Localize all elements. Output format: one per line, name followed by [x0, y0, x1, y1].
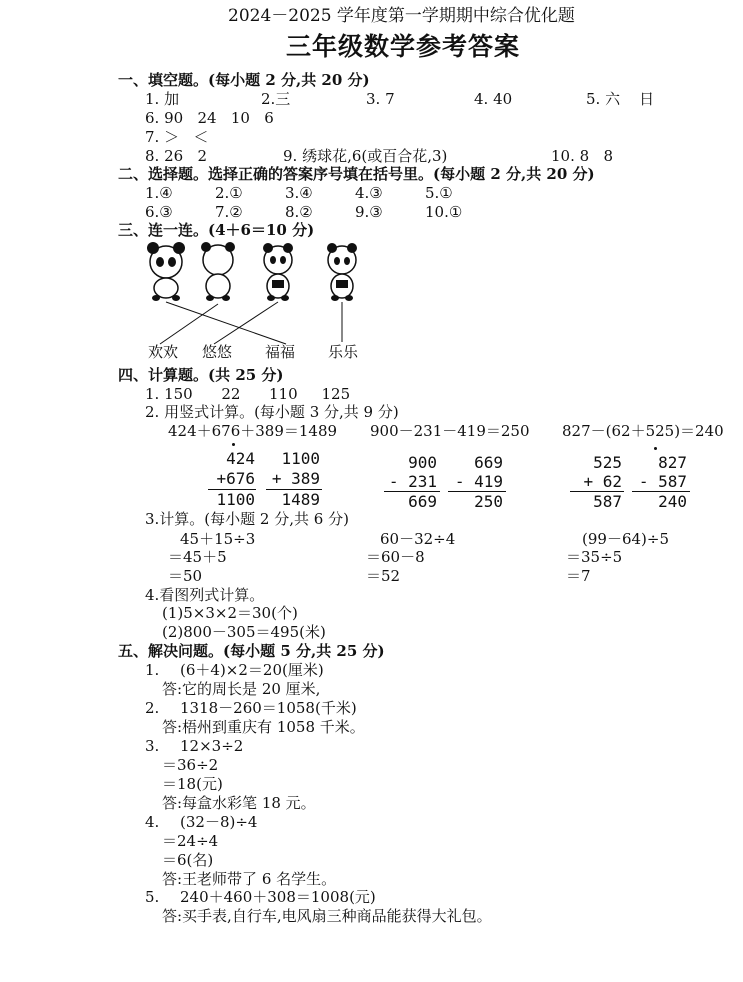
vcalc1-b: +676 [216, 469, 255, 488]
p4-line1: (32－8)÷4 [180, 813, 258, 831]
vcalc3-c: 587 [593, 492, 622, 511]
vcalc2-b: - 231 [388, 472, 437, 491]
vcalc1-c: 1100 [216, 490, 255, 509]
s4-answer-1: 1. 150 22 110 125 [145, 385, 351, 403]
vcalc1-d: 1100 [281, 449, 320, 468]
p3-line1: 12×3÷2 [180, 737, 244, 755]
section-2-heading: 二、选择题。选择正确的答案序号填在括号里。(每小题 2 分,共 20 分) [118, 165, 595, 183]
p5-expression: 240＋460＋308＝1008(元) [180, 888, 376, 906]
s4-q3-title: 3.计算。(每小题 2 分,共 6 分) [145, 510, 349, 528]
panda-1 [147, 242, 185, 301]
section-5-heading: 五、解决问题。(每小题 5 分,共 25 分) [118, 642, 385, 660]
panda-3 [263, 243, 293, 301]
p4-line3: ＝6(名) [162, 851, 214, 869]
vcalc3-a: 525 [593, 453, 622, 472]
exam-header: 2024－2025 学年度第一学期期中综合优化题 [228, 6, 575, 26]
s1-answer-7: 7. ＞ ＜ [145, 128, 209, 146]
page-title: 三年级数学参考答案 [286, 32, 521, 61]
s2-answer-2: 2.① [215, 184, 243, 202]
p3-answer: 答:每盒水彩笔 18 元。 [162, 794, 316, 812]
p2-number: 2. [145, 699, 160, 717]
p1-expression: (6＋4)×2＝20(厘米) [180, 661, 324, 679]
panda-2 [201, 242, 235, 301]
section-4-heading: 四、计算题。(共 25 分) [118, 366, 284, 384]
p1-answer: 答:它的周长是 20 厘米, [162, 680, 321, 698]
s1-answer-9: 9. 绣球花,6(或百合花,3) [283, 147, 448, 165]
calc3-line1: (99－64)÷5 [582, 530, 669, 548]
s2-answer-3: 3.④ [285, 184, 313, 202]
panda-name-4: 乐乐 [328, 343, 359, 361]
s2-answer-9: 9.③ [355, 203, 383, 221]
vcalc1-a: 424 [226, 449, 255, 468]
carry-dot [232, 443, 235, 446]
p3-line2: ＝36÷2 [162, 756, 219, 774]
vcalc1-f: 1489 [281, 490, 320, 509]
s1-answer-3: 3. 7 [366, 90, 395, 108]
panda-4 [327, 243, 357, 301]
s2-answer-8: 8.② [285, 203, 313, 221]
vcalc3-e: - 587 [638, 472, 687, 491]
panda-name-1: 欢欢 [148, 343, 179, 361]
calc1-line1: 45＋15÷3 [180, 530, 256, 548]
calc2-line3: ＝52 [366, 567, 401, 585]
calc1-line3: ＝50 [168, 567, 203, 585]
s1-answer-8: 8. 26 2 [145, 147, 208, 165]
s2-answer-7: 7.② [215, 203, 243, 221]
s4-equation-3: 827－(62＋525)＝240 [562, 422, 724, 440]
p2-answer: 答:梧州到重庆有 1058 千米。 [162, 718, 365, 736]
p3-number: 3. [145, 737, 160, 755]
vcalc1-e: + 389 [271, 469, 320, 488]
s4-q4-title: 4.看图列式计算。 [145, 586, 265, 604]
s4-equation-2: 900－231－419＝250 [370, 422, 530, 440]
s1-answer-5: 5. 六 日 [586, 90, 655, 108]
matching-lines [140, 300, 380, 348]
s2-answer-10: 10.① [425, 203, 463, 221]
vcalc2-a: 900 [408, 453, 437, 472]
calc2-line2: ＝60－8 [366, 548, 425, 566]
calc2-line1: 60－32÷4 [380, 530, 456, 548]
borrow-dot [654, 447, 657, 450]
panda-name-3: 福福 [265, 343, 296, 361]
calc3-line2: ＝35÷5 [566, 548, 623, 566]
vcalc3-f: 240 [658, 492, 687, 511]
vcalc2-d: 669 [474, 453, 503, 472]
panda-name-2: 悠悠 [202, 343, 233, 361]
s1-answer-2: 2.三 [261, 90, 291, 108]
s1-answer-6: 6. 90 24 10 6 [145, 109, 274, 127]
vcalc2-e: - 419 [454, 472, 503, 491]
s4-q4-answer-2: (2)800－305＝495(米) [162, 623, 326, 641]
section-3-heading: 三、连一连。(4＋6＝10 分) [118, 221, 315, 239]
p1-number: 1. [145, 661, 160, 679]
s2-answer-4: 4.③ [355, 184, 383, 202]
vcalc3-d: 827 [658, 453, 687, 472]
vcalc3-b: + 62 [583, 472, 622, 491]
s1-answer-10: 10. 8 8 [551, 147, 614, 165]
s4-q4-answer-1: (1)5×3×2＝30(个) [162, 604, 298, 622]
s4-equation-1: 424＋676＋389＝1489 [168, 422, 338, 440]
section-1-heading: 一、填空题。(每小题 2 分,共 20 分) [118, 71, 370, 89]
vcalc2-f: 250 [474, 492, 503, 511]
calc3-line3: ＝7 [566, 567, 591, 585]
p5-number: 5. [145, 888, 160, 906]
p4-number: 4. [145, 813, 160, 831]
s2-answer-5: 5.① [425, 184, 453, 202]
calc1-line2: ＝45＋5 [168, 548, 227, 566]
s1-answer-4: 4. 40 [474, 90, 513, 108]
p3-line3: ＝18(元) [162, 775, 223, 793]
s2-answer-6: 6.③ [145, 203, 173, 221]
s2-answer-1: 1.④ [145, 184, 173, 202]
s4-q2-title: 2. 用竖式计算。(每小题 3 分,共 9 分) [145, 403, 399, 421]
p4-answer: 答:王老师带了 6 名学生。 [162, 870, 337, 888]
p5-answer: 答:买手表,自行车,电风扇三种商品能获得大礼包。 [162, 907, 492, 925]
s1-answer-1: 1. 加 [145, 90, 180, 108]
p2-expression: 1318－260＝1058(千米) [180, 699, 357, 717]
p4-line2: ＝24÷4 [162, 832, 219, 850]
panda-pictures [140, 240, 380, 302]
vcalc2-c: 669 [408, 492, 437, 511]
